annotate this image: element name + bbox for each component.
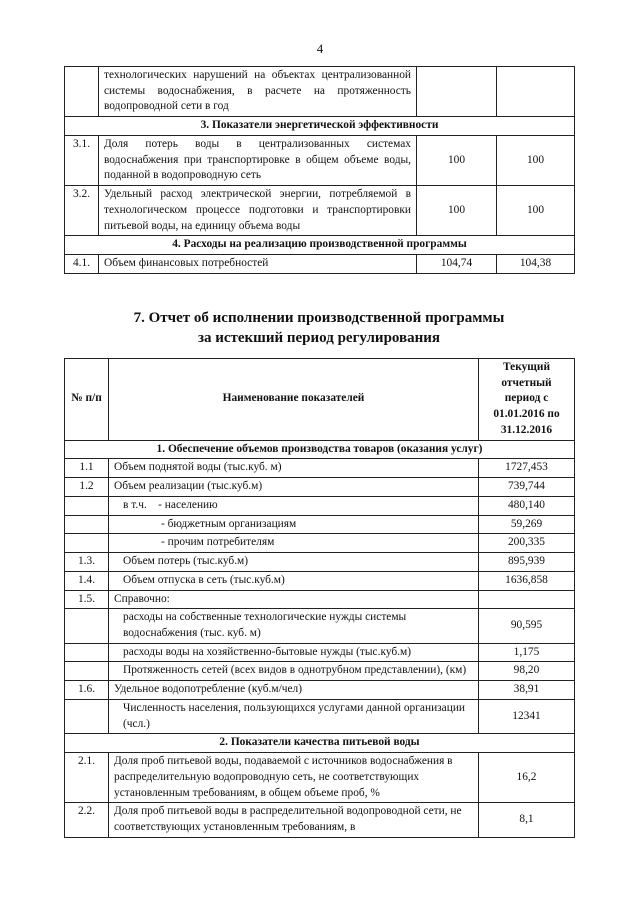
indicator-value: 38,91 bbox=[479, 681, 575, 700]
row-number bbox=[65, 699, 109, 733]
row-number: 1.1 bbox=[65, 459, 109, 478]
table-row bbox=[65, 590, 575, 609]
row-number bbox=[65, 662, 109, 681]
table-row bbox=[65, 534, 575, 553]
table-row bbox=[65, 515, 575, 534]
table-row bbox=[65, 459, 575, 478]
indicators-table-continued bbox=[64, 66, 575, 274]
table-row bbox=[65, 553, 575, 572]
indicator-value-1: 104,74 bbox=[417, 255, 497, 274]
row-number: 2.1. bbox=[65, 753, 109, 803]
row-number: 3.2. bbox=[65, 186, 99, 236]
indicator-value: 1636,858 bbox=[479, 571, 575, 590]
table-row bbox=[65, 662, 575, 681]
column-header-number: № п/п bbox=[65, 359, 109, 441]
report-heading bbox=[64, 308, 574, 349]
table-row bbox=[65, 803, 575, 837]
indicator-name: Численность населения, пользующихся услугами данной организации (чсл.) bbox=[109, 699, 479, 733]
indicator-name: в т.ч. - населению bbox=[109, 496, 479, 515]
row-number bbox=[65, 67, 99, 117]
table-row bbox=[65, 478, 575, 497]
indicator-value: 200,335 bbox=[479, 534, 575, 553]
report-table bbox=[64, 358, 575, 838]
indicator-value bbox=[479, 590, 575, 609]
column-header-period: Текущий отчетный период с 01.01.2016 по 31.12.2016 bbox=[479, 359, 575, 441]
indicator-value: 90,595 bbox=[479, 609, 575, 643]
section-title: 1. Обеспечение объемов производства товаров (оказания услуг) bbox=[65, 440, 575, 459]
section-title: 4. Расходы на реализацию производственной программы bbox=[65, 236, 575, 255]
indicator-name: Объем потерь (тыс.куб.м) bbox=[109, 553, 479, 572]
indicator-name: Доля проб питьевой воды в распределительной водопроводной сети, не соответствующих установленным требованиям, в bbox=[109, 803, 479, 837]
table-row bbox=[65, 681, 575, 700]
indicator-name: технологических нарушений на объектах централизованной системы водоснабжения, в расчете на протяженность водопроводной сети в год bbox=[99, 67, 417, 117]
indicator-name: Доля проб питьевой воды, подаваемой с источников водоснабжения в распределительную водопроводную сеть, не соответствующих установленным требованиям, в общем объеме проб, % bbox=[109, 753, 479, 803]
indicator-value-2: 100 bbox=[497, 186, 575, 236]
indicator-value-2 bbox=[497, 67, 575, 117]
indicator-name: Протяженность сетей (всех видов в однотрубном представлении), (км) bbox=[109, 662, 479, 681]
row-number: 4.1. bbox=[65, 255, 99, 274]
indicator-name: Справочно: bbox=[109, 590, 479, 609]
table-row bbox=[65, 699, 575, 733]
indicator-value: 1,175 bbox=[479, 643, 575, 662]
table-row bbox=[65, 753, 575, 803]
row-number bbox=[65, 643, 109, 662]
row-number: 3.1. bbox=[65, 135, 99, 185]
section-row bbox=[65, 236, 575, 255]
section-title: 2. Показатели качества питьевой воды bbox=[65, 734, 575, 753]
indicator-value: 98,20 bbox=[479, 662, 575, 681]
table-row bbox=[65, 135, 575, 185]
indicator-value: 16,2 bbox=[479, 753, 575, 803]
row-number bbox=[65, 534, 109, 553]
indicator-name: Удельное водопотребление (куб.м/чел) bbox=[109, 681, 479, 700]
table-row bbox=[65, 255, 575, 274]
row-number: 1.3. bbox=[65, 553, 109, 572]
row-number: 2.2. bbox=[65, 803, 109, 837]
indicator-value: 480,140 bbox=[479, 496, 575, 515]
indicator-value-1: 100 bbox=[417, 135, 497, 185]
row-number: 1.2 bbox=[65, 478, 109, 497]
section-row bbox=[65, 117, 575, 136]
indicator-name: - прочим потребителям bbox=[109, 534, 479, 553]
indicator-name: Объем реализации (тыс.куб.м) bbox=[109, 478, 479, 497]
indicator-name: Объем финансовых потребностей bbox=[99, 255, 417, 274]
indicator-value-2: 100 bbox=[497, 135, 575, 185]
indicator-value-1 bbox=[417, 67, 497, 117]
table-row bbox=[65, 571, 575, 590]
table-row bbox=[65, 609, 575, 643]
indicator-value: 1727,453 bbox=[479, 459, 575, 478]
indicator-value: 739,744 bbox=[479, 478, 575, 497]
row-number bbox=[65, 496, 109, 515]
table-row bbox=[65, 643, 575, 662]
indicator-name: Объем отпуска в сеть (тыс.куб.м) bbox=[109, 571, 479, 590]
table-row bbox=[65, 186, 575, 236]
indicator-value: 12341 bbox=[479, 699, 575, 733]
page-number: 4 bbox=[316, 41, 324, 56]
table-header-row bbox=[65, 359, 575, 441]
table-row bbox=[65, 496, 575, 515]
indicator-value: 59,269 bbox=[479, 515, 575, 534]
indicator-name: расходы воды на хозяйственно-бытовые нужды (тыс.куб.м) bbox=[109, 643, 479, 662]
indicator-value: 8,1 bbox=[479, 803, 575, 837]
row-number bbox=[65, 515, 109, 534]
row-number: 1.5. bbox=[65, 590, 109, 609]
indicator-value: 895,939 bbox=[479, 553, 575, 572]
report-heading-line-2: за истекший период регулирования bbox=[197, 330, 441, 347]
section-row bbox=[65, 440, 575, 459]
row-number: 1.6. bbox=[65, 681, 109, 700]
report-heading-line-1: 7. Отчет об исполнении производственной программы bbox=[133, 310, 505, 326]
table-row bbox=[65, 67, 575, 117]
section-title: 3. Показатели энергетической эффективности bbox=[65, 117, 575, 136]
row-number bbox=[65, 609, 109, 643]
section-row bbox=[65, 734, 575, 753]
row-number: 1.4. bbox=[65, 571, 109, 590]
indicator-name: Удельный расход электрической энергии, потребляемой в технологическом процессе подготовки и транспортировки питьевой воды, на единицу объема воды bbox=[99, 186, 417, 236]
column-header-name: Наименование показателей bbox=[109, 359, 479, 441]
indicator-value-1: 100 bbox=[417, 186, 497, 236]
indicator-name: Доля потерь воды в централизованных системах водоснабжения при транспортировке в общем объеме воды, поданной в водопроводную сеть bbox=[99, 135, 417, 185]
indicator-name: расходы на собственные технологические нужды системы водоснабжения (тыс. куб. м) bbox=[109, 609, 479, 643]
indicator-name: Объем поднятой воды (тыс.куб. м) bbox=[109, 459, 479, 478]
indicator-name: - бюджетным организациям bbox=[109, 515, 479, 534]
indicator-value-2: 104,38 bbox=[497, 255, 575, 274]
